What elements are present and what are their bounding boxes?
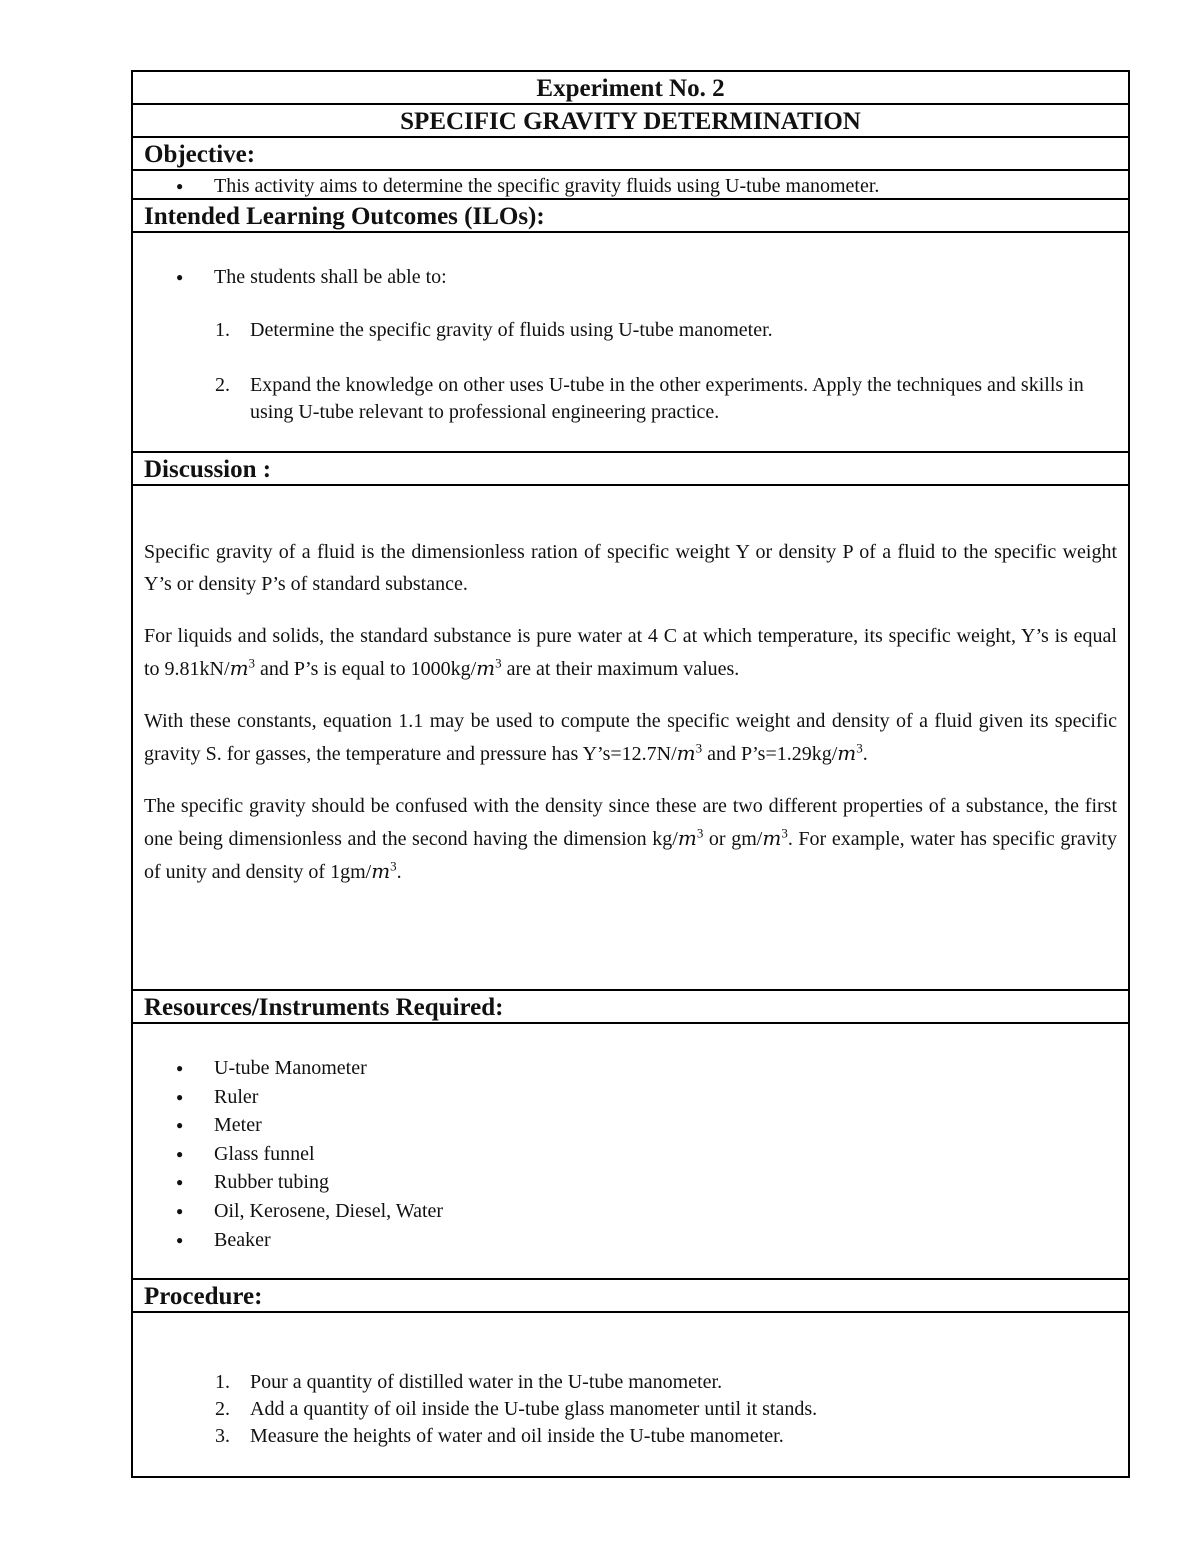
discussion-paragraph-2: For liquids and solids, the standard substance is pure water at 4 C at which temperature, its specific weight, Y’s is equal to $9.81kN/m^3$ and P’s is equal to $1000kg/m^3$ are at their maximum values.: [144, 625, 1117, 680]
resource-item: ● Glass funnel: [133, 1140, 1128, 1169]
objective-item: ● This activity aims to determine the specific gravity fluids using U-tube manometer.: [133, 172, 1128, 201]
experiment-number-row: [133, 72, 1128, 105]
procedure-step-number: 1.: [215, 1371, 230, 1393]
procedure-body: [133, 1313, 1128, 1476]
procedure-step: [133, 1369, 1128, 1396]
procedure-step-text: Add a quantity of oil inside the U-tube glass manometer until it stands.: [250, 1398, 818, 1420]
ilos-heading-row: [133, 200, 1128, 233]
resource-item: ● Beaker: [133, 1226, 1128, 1255]
resources-heading-row: [133, 991, 1128, 1024]
discussion-heading: Discussion :: [144, 456, 272, 483]
resource-item: ● Meter: [133, 1111, 1128, 1140]
objective-body: [133, 171, 1128, 200]
procedure-step-text: Measure the heights of water and oil inside the U-tube manometer.: [250, 1425, 784, 1447]
procedure-step-number: 2.: [215, 1398, 230, 1420]
ilo-item-1: [133, 317, 1128, 344]
discussion-paragraph-4: The specific gravity should be confused with the density since these are two different properties of a substance, the first one being dimensionless and the second having the dimension $kg/m^3$ or $gm/m^3$. For example, water has specific gravity of unity and density of $1gm/m^3$.: [144, 795, 1117, 883]
procedure-heading-row: [133, 1280, 1128, 1313]
experiment-document: [131, 70, 1130, 1478]
resource-item: ● Ruler: [133, 1083, 1128, 1112]
ilos-body: [133, 233, 1128, 453]
resource-item: ● Oil, Kerosene, Diesel, Water: [133, 1197, 1128, 1226]
resources-body: [133, 1024, 1128, 1280]
experiment-number: Experiment No. 2: [536, 75, 725, 102]
procedure-heading: Procedure:: [144, 1283, 263, 1310]
ilo-item-2: [133, 372, 1128, 426]
procedure-step: [133, 1423, 1128, 1450]
resource-item: ● Rubber tubing: [133, 1168, 1128, 1197]
ilos-heading: Intended Learning Outcomes (ILOs):: [144, 203, 545, 230]
ilo-text: Determine the specific gravity of fluids using U-tube manometer.: [250, 318, 773, 341]
resources-heading: Resources/Instruments Required:: [144, 994, 504, 1021]
resource-item: ● U-tube Manometer: [133, 1054, 1128, 1083]
objective-heading: Objective:: [144, 141, 256, 168]
page-title: SPECIFIC GRAVITY DETERMINATION: [400, 108, 861, 135]
ilo-number: 1.: [215, 318, 230, 341]
ilo-text: Expand the knowledge on other uses U-tube in the other experiments. Apply the techniques and skills in using U-tube relevant to professional engineering practice.: [250, 373, 1084, 423]
discussion-paragraph-3: With these constants, equation 1.1 may be used to compute the specific weight and density of a fluid given its specific gravity S. for gasses, the temperature and pressure has $Y’s=12.7N/m^3$ and $P’s=1.29kg/m^3$.: [144, 710, 1117, 765]
discussion-body: [133, 486, 1128, 991]
procedure-step: [133, 1396, 1128, 1423]
procedure-step-text: Pour a quantity of distilled water in the U-tube manometer.: [250, 1371, 723, 1393]
procedure-step-number: 3.: [215, 1425, 230, 1447]
objective-heading-row: [133, 138, 1128, 171]
discussion-paragraph-1: Specific gravity of a fluid is the dimensionless ration of specific weight Y or density P of a fluid to the specific weight Y’s or density P’s of standard substance.: [144, 541, 1117, 595]
title-row: [133, 105, 1128, 138]
ilo-number: 2.: [215, 373, 230, 396]
ilos-intro: ● The students shall be able to:: [133, 263, 1128, 292]
discussion-heading-row: [133, 453, 1128, 486]
